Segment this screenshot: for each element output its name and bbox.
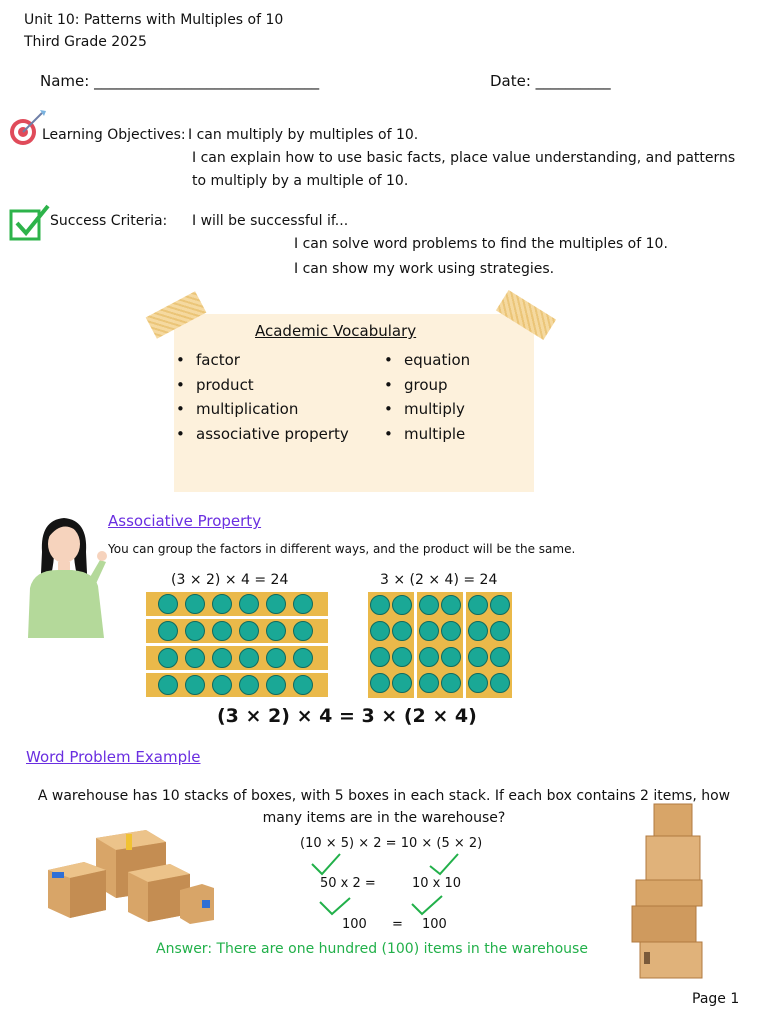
counter-dot bbox=[266, 675, 286, 695]
counter-dot bbox=[212, 648, 232, 668]
vocab-item: • product bbox=[176, 373, 349, 398]
counter-dot bbox=[468, 595, 488, 615]
counter-dot bbox=[370, 647, 390, 667]
counter-dot bbox=[392, 647, 412, 667]
counter-dot bbox=[490, 595, 510, 615]
counter-dot bbox=[185, 621, 205, 641]
counter-dot bbox=[158, 621, 178, 641]
vocabulary-title: Academic Vocabulary bbox=[255, 322, 417, 340]
array-row bbox=[146, 619, 328, 643]
counter-dot bbox=[212, 675, 232, 695]
checkmark-icon bbox=[430, 854, 458, 874]
counter-dot bbox=[441, 621, 461, 641]
counter-dot bbox=[266, 594, 286, 614]
array-right bbox=[368, 592, 514, 698]
equation-2-left: 50 x 2 = bbox=[320, 876, 376, 891]
boxes-illustration bbox=[44, 828, 216, 924]
vocab-item: • multiple bbox=[384, 422, 470, 447]
array-column bbox=[368, 592, 414, 698]
associative-description: You can group the factors in different ways, and the product will be the same. bbox=[108, 542, 576, 556]
counter-dot bbox=[185, 648, 205, 668]
counter-dot bbox=[293, 675, 313, 695]
date-field[interactable]: Date: __________ bbox=[490, 72, 611, 90]
counter-dot bbox=[293, 594, 313, 614]
counter-dot bbox=[212, 621, 232, 641]
counter-dot bbox=[441, 647, 461, 667]
counter-dot bbox=[185, 675, 205, 695]
counter-dot bbox=[370, 673, 390, 693]
unit-title: Unit 10: Patterns with Multiples of 10 bbox=[24, 12, 284, 28]
counter-dot bbox=[239, 621, 259, 641]
success-1: I can solve word problems to find the multiples of 10. bbox=[294, 236, 668, 252]
array-row bbox=[146, 673, 328, 697]
left-equation: (3 × 2) × 4 = 24 bbox=[171, 572, 289, 588]
equation-2-right: 10 x 10 bbox=[412, 876, 462, 891]
counter-dot bbox=[158, 594, 178, 614]
vocab-item: • multiplication bbox=[176, 397, 349, 422]
equation-3-equals: = bbox=[392, 917, 403, 932]
objectives-label: Learning Objectives: bbox=[42, 127, 186, 143]
checkmarks-row-1 bbox=[310, 852, 470, 878]
counter-dot bbox=[266, 621, 286, 641]
counter-dot bbox=[419, 673, 439, 693]
equation-1: (10 × 5) × 2 = 10 × (5 × 2) bbox=[300, 836, 483, 851]
counter-dot bbox=[490, 647, 510, 667]
objective-3: to multiply by a multiple of 10. bbox=[192, 173, 409, 189]
bottom-equation: (3 × 2) × 4 = 3 × (2 × 4) bbox=[217, 705, 477, 727]
vocab-item: • multiply bbox=[384, 397, 470, 422]
counter-dot bbox=[419, 647, 439, 667]
counter-dot bbox=[392, 595, 412, 615]
vocab-item: • group bbox=[384, 373, 470, 398]
counter-dot bbox=[441, 595, 461, 615]
array-column bbox=[466, 592, 512, 698]
array-row bbox=[146, 646, 328, 670]
counter-dot bbox=[419, 595, 439, 615]
counter-dot bbox=[293, 648, 313, 668]
counter-dot bbox=[293, 621, 313, 641]
array-column bbox=[417, 592, 463, 698]
name-field[interactable]: Name: ______________________________ bbox=[40, 72, 320, 90]
success-intro: I will be successful if... bbox=[192, 213, 349, 229]
vocab-list-right bbox=[384, 348, 470, 446]
checkmark-icon bbox=[320, 898, 350, 914]
counter-dot bbox=[490, 673, 510, 693]
vocab-item: • factor bbox=[176, 348, 349, 373]
vocab-list-left bbox=[176, 348, 349, 446]
counter-dot bbox=[490, 621, 510, 641]
answer-text: Answer: There are one hundred (100) items in the warehouse bbox=[156, 941, 588, 957]
array-left bbox=[146, 592, 328, 698]
counter-dot bbox=[392, 621, 412, 641]
equation-3-left: 100 bbox=[342, 917, 367, 932]
equation-3-right: 100 bbox=[422, 917, 447, 932]
counter-dot bbox=[212, 594, 232, 614]
counter-dot bbox=[158, 675, 178, 695]
counter-dot bbox=[370, 595, 390, 615]
array-row bbox=[146, 592, 328, 616]
counter-dot bbox=[468, 621, 488, 641]
counter-dot bbox=[185, 594, 205, 614]
counter-dot bbox=[468, 673, 488, 693]
counter-dot bbox=[239, 594, 259, 614]
checkmark-icon bbox=[8, 203, 52, 243]
vocab-item: • equation bbox=[384, 348, 470, 373]
counter-dot bbox=[392, 673, 412, 693]
success-label: Success Criteria: bbox=[50, 213, 168, 229]
checkmark-icon bbox=[312, 854, 340, 874]
problem-line-2: many items are in the warehouse? bbox=[262, 810, 506, 826]
counter-dot bbox=[468, 647, 488, 667]
objective-2: I can explain how to use basic facts, place value understanding, and patterns bbox=[192, 150, 736, 166]
counter-dot bbox=[419, 621, 439, 641]
problem-line-1: A warehouse has 10 stacks of boxes, with 5 boxes in each stack. If each box contains 2 items, how bbox=[37, 788, 731, 804]
success-2: I can show my work using strategies. bbox=[294, 261, 555, 277]
counter-dot bbox=[370, 621, 390, 641]
counter-dot bbox=[266, 648, 286, 668]
grade-label: Third Grade 2025 bbox=[24, 34, 147, 50]
counter-dot bbox=[239, 675, 259, 695]
teacher-illustration bbox=[24, 512, 112, 638]
right-equation: 3 × (2 × 4) = 24 bbox=[380, 572, 498, 588]
associative-title[interactable]: Associative Property bbox=[108, 512, 262, 530]
page-number: Page 1 bbox=[692, 991, 740, 1007]
counter-dot bbox=[441, 673, 461, 693]
objective-1: I can multiply by multiples of 10. bbox=[188, 127, 419, 143]
counter-dot bbox=[239, 648, 259, 668]
counter-dot bbox=[158, 648, 178, 668]
word-problem-title[interactable]: Word Problem Example bbox=[26, 748, 201, 766]
vocab-item: • associative property bbox=[176, 422, 349, 447]
checkmark-icon bbox=[412, 896, 442, 914]
box-stack-illustration bbox=[628, 802, 708, 980]
